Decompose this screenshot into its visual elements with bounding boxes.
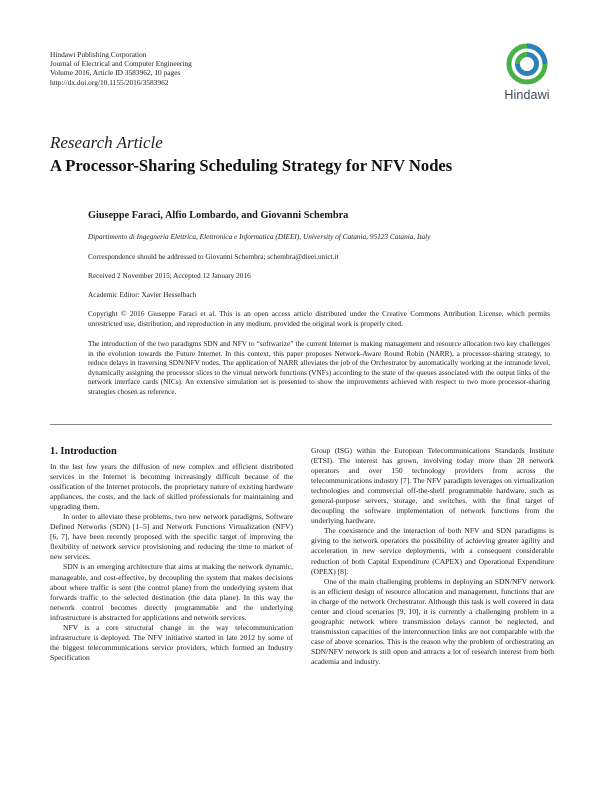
- journal-name: Journal of Electrical and Computer Engineering: [50, 59, 192, 69]
- paragraph: One of the main challenging problems in deploying an SDN/NFV network is an efficient design of resource allocation and management, functions that are in charge of the network Orchestrator. Although this task is well covered in data center and cloud scenarios [9, 10], it is currently a challenging problem in a geographic network where transmission delays cannot be neglected, and transmission capacities of the interconnection links are not comparable with the case of above scenarios. This is the reason why the problem of orchestrating an SDN/NFV network is still open and attracts a lot of research interest from both academia and industry.: [311, 576, 554, 666]
- hindawi-logo-icon: [505, 42, 549, 86]
- paragraph: SDN is an emerging architecture that aims at making the network dynamic, manageable, and cost-effective, by decoupling the system that makes decisions about where traffic is sent (the control plane) from the underlying system that forwards traffic to the selected destination (the data plane). In this way the network control becomes directly programmable and the underlying infrastructure is abstracted for applications and network services.: [50, 562, 293, 622]
- paragraph: In the last few years the diffusion of new complex and efficient distributed services in the Internet is becoming increasingly difficult because of the ossification of the Internet protocols, the proprietary nature of existing hardware appliances, the costs, and the lack of skilled professionals for maintaining and upgrading them.: [50, 462, 293, 512]
- hindawi-logo: [497, 42, 557, 104]
- section-divider: [50, 424, 552, 425]
- paragraph: In order to alleviate these problems, two new network paradigms, Software Defined Networks (SDN) [1–5] and Network Functions Virtualization (NFV) [6, 7], have been recently proposed with the specific target of improving the flexibility of network service provisioning and reducing the time to market of new services.: [50, 512, 293, 562]
- abstract: The introduction of the two paradigms SDN and NFV to “softwarize” the current Internet is making management and resource allocation two key challenges in the evolution towards the Future Internet. In this context, this paper proposes Network-Aware Round Robin (NARR), a processor-sharing strategy, to reduce delays in traversing SDN/NFV nodes. The application of NARR alleviates the job of the Orchestrator by automatically working at the intranode level, dynamically assigning the processor slices to the virtual network functions (VNFs) according to the state of the queues associated with the output links of the network interface cards (NICs). An extensive simulation set is presented to show the improvements achieved with respect to two more processor-sharing strategies chosen as reference.: [88, 339, 550, 396]
- paragraph: Group (ISG) within the European Telecommunications Standards Institute (ETSI). The interest has grown, involving today more than 28 network operators and over 150 technology providers from across the telecommunications industry [7]. The NFV paradigm leverages on virtualization technologies and commercial off-the-shelf programmable hardware, such as general-purpose servers, storage, and switches, with the final target of decoupling the software implementation of network functions from the underlying hardware.: [311, 446, 554, 526]
- publisher-name: Hindawi Publishing Corporation: [50, 50, 147, 59]
- section-heading-introduction: 1. Introduction: [50, 446, 117, 457]
- received-accepted-dates: Received 2 November 2015; Accepted 12 January 2016: [88, 271, 251, 280]
- journal-header: [50, 50, 192, 87]
- volume-line: Volume 2016, Article ID 3583962, 10 pages: [50, 68, 181, 78]
- paragraph: NFV is a core structural change in the way telecommunication infrastructure is deployed. The NFV initiative started in late 2012 by some of the biggest telecommunications service providers, which formed an Industry Specification: [50, 622, 293, 662]
- body-column-right: [311, 446, 554, 667]
- body-column-left: [50, 462, 293, 663]
- doi-link[interactable]: http://dx.doi.org/10.1155/2016/3583962: [50, 77, 169, 87]
- article-type: Research Article: [50, 133, 163, 152]
- affiliation: Dipartimento di Ingegneria Elettrica, Elettronica e Informatica (DIEEI), University of Catania, 95123 Catania, Italy: [88, 232, 431, 241]
- correspondence: Correspondence should be addressed to Giovanni Schembra; schembra@dieei.unict.it: [88, 252, 339, 261]
- paper-title: A Processor-Sharing Scheduling Strategy for NFV Nodes: [50, 156, 453, 175]
- logo-wordmark: Hindawi: [504, 88, 550, 102]
- academic-editor: Academic Editor: Xavier Hesselbach: [88, 290, 197, 299]
- paragraph: The coexistence and the interaction of both NFV and SDN paradigms is giving to the network operators the possibility of achieving greater agility and acceleration in new service deployments, with a consequent considerable reduction of both Capital Expenditure (CAPEX) and Operational Expenditure (OPEX) [8].: [311, 526, 554, 576]
- copyright-notice: Copyright © 2016 Giuseppe Faraci et al. This is an open access article distributed under the Creative Commons Attribution License, which permits unrestricted use, distribution, and reproduction in any medium, provided the original work is properly cited.: [88, 309, 550, 328]
- author-list: Giuseppe Faraci, Alfio Lombardo, and Giovanni Schembra: [88, 210, 349, 221]
